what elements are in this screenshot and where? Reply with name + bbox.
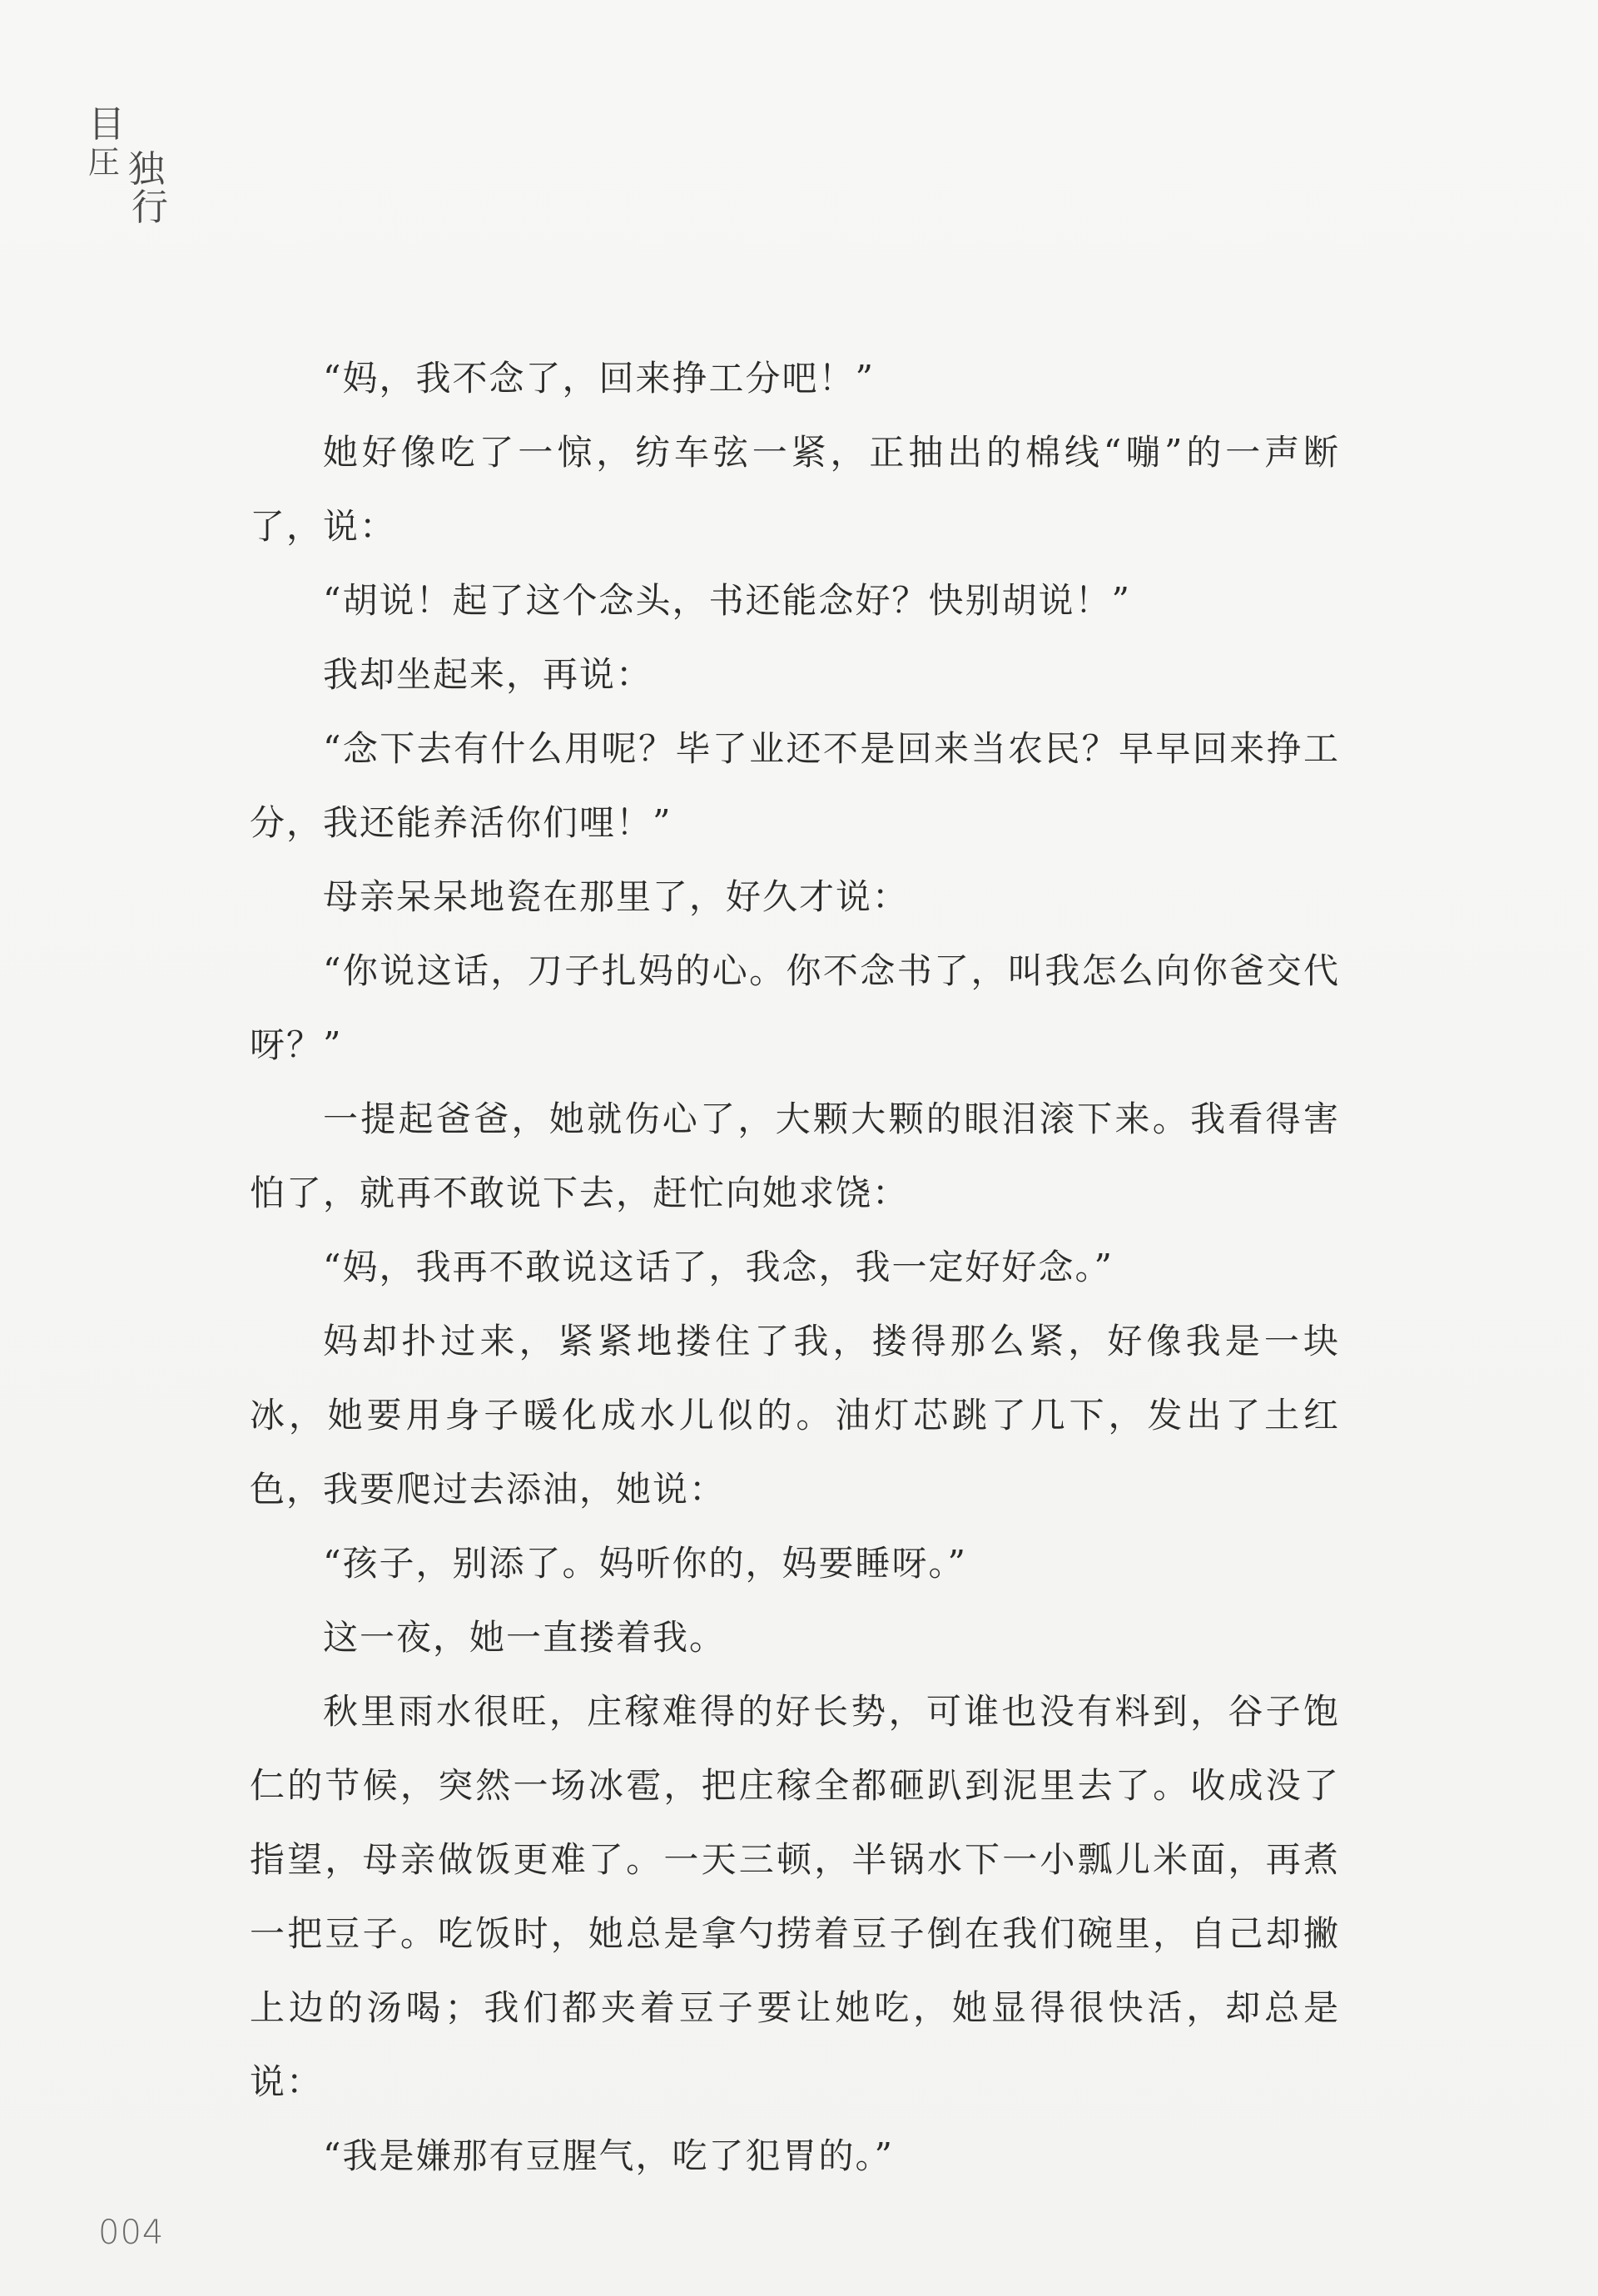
paragraph: “妈，我不念了，回来挣工分吧！” [323,358,875,399]
paragraph: 妈却扑过来，紧紧地搂住了我，搂得那么紧，好像我是一块冰，她要用身子暖化成水儿似的。油灯芯跳了几下，发出了土红色，我要爬过去添油，她说： [250,1321,1340,1510]
paragraph: “胡说！起了这个念头，书还能念好？快别胡说！” [323,580,1131,621]
body-text [250,341,1340,2193]
paragraph: 秋里雨水很旺，庄稼难得的好长势，可谁也没有料到，谷子饱仁的节候，突然一场冰雹，把庄稼全都砸趴到泥里去了。收成没了指望，母亲做饭更难了。一天三顿，半锅水下一小瓢儿米面，再煮一把豆子。吃饭时，她总是拿勺捞着豆子倒在我们碗里，自己却撇上边的汤喝；我们都夹着豆子要让她吃，她显得很快活，却总是说： [250,1691,1340,2102]
paragraph: 母亲呆呆地瓷在那里了，好久才说： [323,876,910,917]
paragraph: “我是嫌那有豆腥气，吃了犯胃的。” [323,2135,894,2176]
paragraph: “你说这话，刀子扎妈的心。你不念书了，叫我怎么向你爸交代呀？” [250,950,1340,1065]
paragraph: 这一夜，她一直搂着我。 [323,1617,727,1658]
running-header-logo [88,103,171,240]
logo-char: 独 [128,148,165,191]
logo-char: 圧 [88,144,121,181]
paragraph: “念下去有什么用呢？毕了业还不是回来当农民？早早回来挣工分，我还能养活你们哩！” [250,728,1340,843]
paragraph: 一提起爸爸，她就伤心了，大颗大颗的眼泪滚下来。我看得害怕了，就再不敢说下去，赶忙向她求饶： [250,1098,1340,1213]
paragraph: “孩子，别添了。妈听你的，妈要睡呀。” [323,1543,967,1584]
logo-char: 行 [132,186,168,229]
logo-char: 目 [88,103,125,146]
page-number: 004 [98,2214,165,2252]
paragraph: “妈，我再不敢说这话了，我念，我一定好好念。” [323,1247,1114,1287]
paragraph: 她好像吃了一惊，纺车弦一紧，正抽出的棉线“嘣”的一声断了，说： [250,432,1340,547]
paragraph: 我却坐起来，再说： [323,654,653,695]
